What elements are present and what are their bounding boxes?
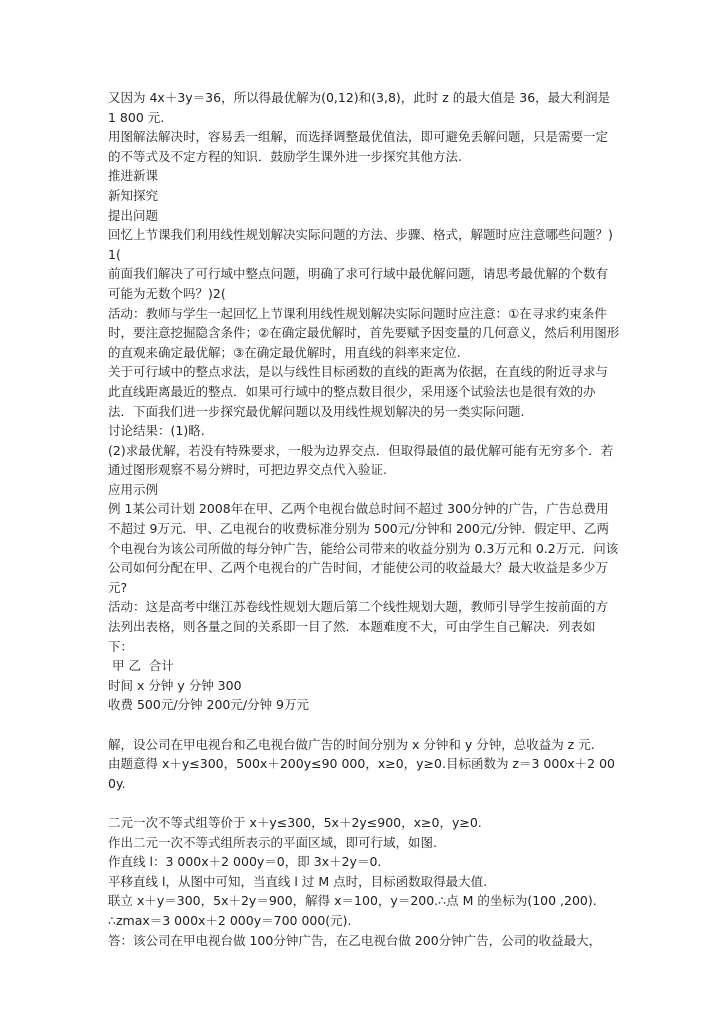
table-time-row: 时间 x 分钟 y 分钟 300 bbox=[108, 677, 242, 693]
solution-point-m: 联立 x＋y＝300，5x＋2y＝900，解得 x＝100，y＝200.∴点 M 的坐标为(100 ,200). bbox=[108, 893, 597, 909]
activity-1: 活动：教师与学生一起回忆上节课利用线性规划解决实际问题时应注意：①在寻求约束条件时，要注意挖掘隐含条件；②在确定最优解时，首先要赋予因变量的几何意义，然后利用图形的直观来确定最优解；③在确定最优解时，用直线的斜率来定位. bbox=[108, 305, 620, 360]
example-1: 例 1某公司计划 2008年在甲、乙两个电视台做总时间不超过 300分钟的广告，广告总费用不超过 9万元．甲、乙电视台的收费标准分别为 500元/分钟和 200元/分钟．假定甲、乙两个电视台为该公司所做的每分钟广告，能给公司带来的收益分别为 0.3万元和 0.2万元．问该公司如何分配在甲、乙两个电视台的广告时间，才能使公司的收益最大？最大收益是多少万元? bbox=[108, 501, 619, 595]
document-page bbox=[108, 88, 620, 950]
solution-region: 作出二元一次不等式组所表示的平面区域，即可行域，如图. bbox=[108, 834, 437, 850]
heading-examples: 应用示例 bbox=[108, 481, 159, 497]
spacer bbox=[108, 715, 620, 735]
question-2: 前面我们解决了可行域中整点问题，明确了求可行域中最优解问题，请思考最优解的个数有可能为无数个吗？)2( bbox=[108, 266, 609, 301]
solution-answer: 答：该公司在甲电视台做 100分钟广告，在乙电视台做 200分钟广告，公司的收益最大， bbox=[108, 932, 602, 948]
activity-3: 活动：这是高考中继江苏卷线性规划大题后第二个线性规划大题，教师引导学生按前面的方法列出表格，则各量之间的关系即一目了然．本题难度不大，可由学生自己解决．列表如下： bbox=[108, 599, 609, 654]
heading-questions: 提出问题 bbox=[108, 207, 159, 223]
spacer bbox=[108, 793, 620, 813]
activity-2: 关于可行域中的整点求法，是以与线性目标函数的直线的距离为依据，在直线的附近寻求与此直线距离最近的整点．如果可行域中的整点数目很少，采用逐个试验法也是很有效的办法．下面我们进一步探究最优解问题以及用线性规划解决的另一类实际问题. bbox=[108, 364, 609, 419]
solution-zmax: ∴zmax＝3 000x＋2 000y＝700 000(元). bbox=[108, 912, 352, 928]
heading-explore: 新知探究 bbox=[108, 187, 159, 203]
paragraph-method-note: 用图解法解决时，容易丢一组解，而选择调整最优值法，即可避免丢解问题，只是需要一定的不等式及不定方程的知识．鼓励学生课外进一步探究其他方法. bbox=[108, 129, 609, 164]
question-1: 回忆上节课我们利用线性规划解决实际问题的方法、步骤、格式，解题时应注意哪些问题？)1( bbox=[108, 227, 613, 262]
paragraph-optimal-solution: 又因为 4x＋3y＝36，所以得最优解为(0,12)和(3,8)，此时 z 的最大值是 36，最大利润是 1 800 元. bbox=[108, 90, 611, 125]
table-fee-row: 收费 500元/分钟 200元/分钟 9万元 bbox=[108, 697, 310, 713]
result-1: 讨论结果：(1)略. bbox=[108, 423, 205, 439]
table-header-row: 甲 乙 合计 bbox=[108, 658, 174, 674]
solution-line: 作直线 l：3 000x＋2 000y＝0，即 3x＋2y＝0. bbox=[108, 854, 382, 870]
solution-setup: 解，设公司在甲电视台和乙电视台做广告的时间分别为 x 分钟和 y 分钟，总收益为 z 元. bbox=[108, 736, 595, 752]
solution-equivalent: 二元一次不等式组等价于 x＋y≤300，5x＋2y≤900，x≥0，y≥0. bbox=[108, 814, 482, 830]
solution-constraints: 由题意得 x＋y≤300，500x＋200y≤90 000，x≥0，y≥0.目标函数为 z＝3 000x＋2 000y. bbox=[108, 756, 615, 791]
result-2: (2)求最优解，若没有特殊要求，一般为边界交点．但取得最值的最优解可能有无穷多个．若通过图形观察不易分辨时，可把边界交点代入验证. bbox=[108, 442, 614, 478]
heading-new-lesson: 推进新课 bbox=[108, 168, 159, 184]
solution-translate: 平移直线 l，从图中可知，当直线 l 过 M 点时，目标函数取得最大值. bbox=[108, 873, 488, 889]
